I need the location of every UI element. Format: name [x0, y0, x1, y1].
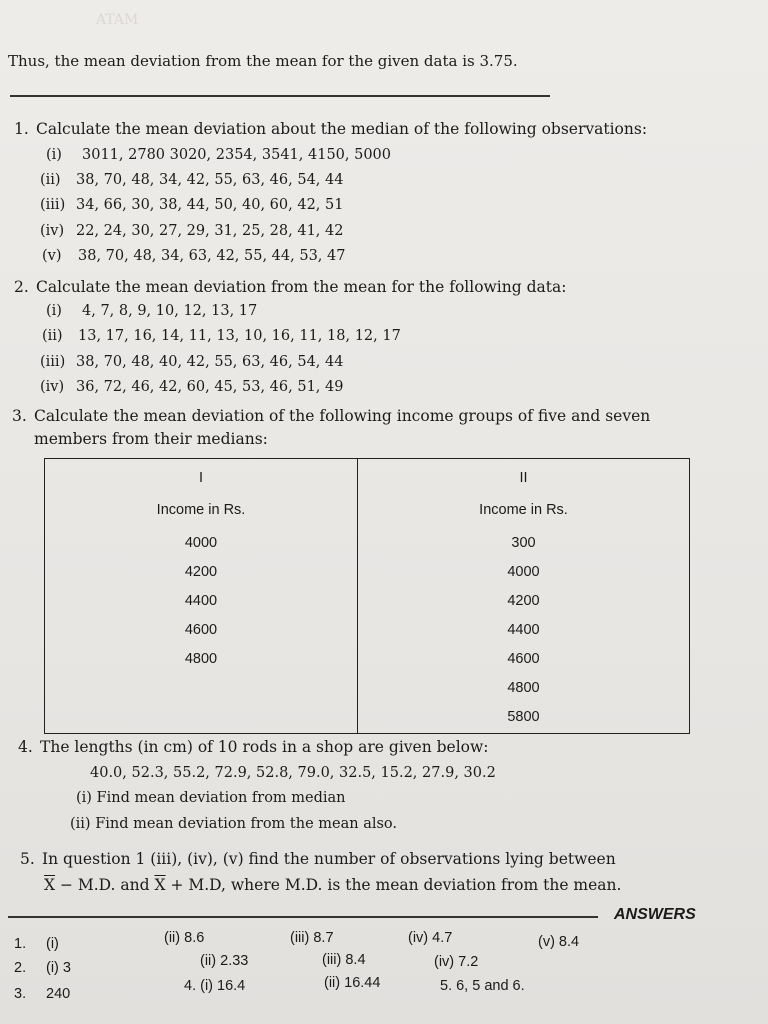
ghost-header: ATAM [96, 12, 139, 28]
answer-item: 5. 6, 5 and 6. [440, 978, 525, 994]
q4-part: (ii) Find mean deviation from the mean also. [70, 816, 398, 832]
table-cell: 4800 [184, 651, 218, 667]
question-text: Calculate the mean deviation of the following income groups of five and seven [34, 407, 651, 425]
answer-item: (iv) 4.7 [408, 930, 453, 946]
answer-item: 2. [14, 960, 27, 976]
table-cell: 4600 [507, 651, 540, 667]
question-number: 3. [12, 407, 27, 425]
table-cell: 4400 [184, 593, 218, 609]
table-cell: 4400 [507, 622, 540, 638]
table-cell: 4000 [507, 564, 540, 580]
table-cell: 300 [511, 535, 536, 551]
q2-item: (iv) 36, 72, 46, 42, 60, 45, 53, 46, 51, 49 [40, 379, 344, 395]
x-bar-symbol: $\overline{X}$ [154, 876, 166, 894]
table-cell: 4600 [184, 622, 218, 638]
group-label: I [198, 470, 204, 486]
divider [10, 95, 550, 97]
q1-item: (ii) 38, 70, 48, 34, 42, 55, 63, 46, 54, 44 [40, 172, 344, 188]
q2-item: (i) 4, 7, 8, 9, 10, 12, 13, 17 [46, 303, 258, 319]
question-number: 4. [18, 738, 33, 756]
answer-item: 4. (i) 16.4 [184, 978, 246, 994]
q1-item: (iv) 22, 24, 30, 27, 29, 31, 25, 28, 41, 42 [40, 223, 344, 239]
question-text: Calculate the mean deviation from the mean for the following data: [36, 278, 567, 296]
x-bar-symbol: $\overline{X}$ [44, 876, 56, 894]
answer-item: (ii) 16.44 [324, 975, 381, 991]
question-4 [18, 736, 489, 759]
income-table [44, 458, 690, 734]
income-group-ii [358, 465, 689, 733]
answers-divider [8, 916, 598, 918]
question-number: 2. [14, 278, 29, 296]
question-text: The lengths (in cm) of 10 rods in a shop are given below: [40, 738, 489, 756]
question-text: In question 1 (iii), (iv), (v) find the number of observations lying between [42, 850, 616, 868]
q1-item: (iii) 34, 66, 30, 38, 44, 50, 40, 60, 42, 51 [40, 197, 344, 213]
answer-item: (v) 8.4 [538, 934, 580, 950]
answer-item: 240 [46, 986, 71, 1002]
question-text: Calculate the mean deviation about the median of the following observations: [36, 120, 648, 138]
group-label: II [519, 470, 528, 486]
income-group-i [45, 465, 357, 733]
answer-item: (iii) 8.7 [290, 930, 334, 946]
q4-part: (i) Find mean deviation from median [76, 790, 346, 806]
q1-item: (v) 38, 70, 48, 34, 63, 42, 55, 44, 53, 47 [42, 248, 346, 264]
answer-item: 1. [14, 936, 27, 952]
table-cell: 4800 [507, 680, 540, 696]
q2-item: (iii) 38, 70, 48, 40, 42, 55, 63, 46, 54, 44 [40, 354, 344, 370]
table-cell: 4200 [184, 564, 218, 580]
answer-item: (ii) 2.33 [200, 953, 249, 969]
rod-lengths: 40.0, 52.3, 55.2, 72.9, 52.8, 79.0, 32.5, 15.2, 27.9, 30.2 [90, 765, 496, 781]
column-header: Income in Rs. [479, 502, 568, 518]
answer-item: (ii) 8.6 [164, 930, 205, 946]
table-cell: 5800 [507, 709, 540, 725]
question-3 [12, 405, 650, 428]
intro-sentence: Thus, the mean deviation from the mean for the given data is 3.75. [8, 52, 518, 70]
table-cell: 4000 [184, 535, 218, 551]
question-2 [14, 276, 566, 299]
answer-item: (i) 3 [46, 960, 71, 976]
question-5-cont: $\overline{X} - M.D$. and $\overline{X} + M.D$, where M.D. is the mean deviation from the mean. [44, 876, 622, 894]
answer-item: (i) [46, 936, 59, 952]
question-5 [20, 848, 616, 871]
answers-heading: ANSWERS [614, 906, 696, 923]
answer-item: 3. [14, 986, 27, 1002]
question-number: 1. [14, 120, 29, 138]
question-number: 5. [20, 850, 35, 868]
q1-item: (i) 3011, 2780 3020, 2354, 3541, 4150, 5000 [46, 147, 392, 163]
column-header: Income in Rs. [156, 502, 246, 518]
q2-item: (ii) 13, 17, 16, 14, 11, 13, 10, 16, 11, 18, 12, 17 [42, 328, 401, 344]
answer-item: (iii) 8.4 [322, 952, 366, 968]
question-1 [14, 118, 647, 141]
question-3-cont: members from their medians: [34, 430, 268, 448]
answer-item: (iv) 7.2 [434, 954, 479, 970]
table-cell: 4200 [507, 593, 540, 609]
